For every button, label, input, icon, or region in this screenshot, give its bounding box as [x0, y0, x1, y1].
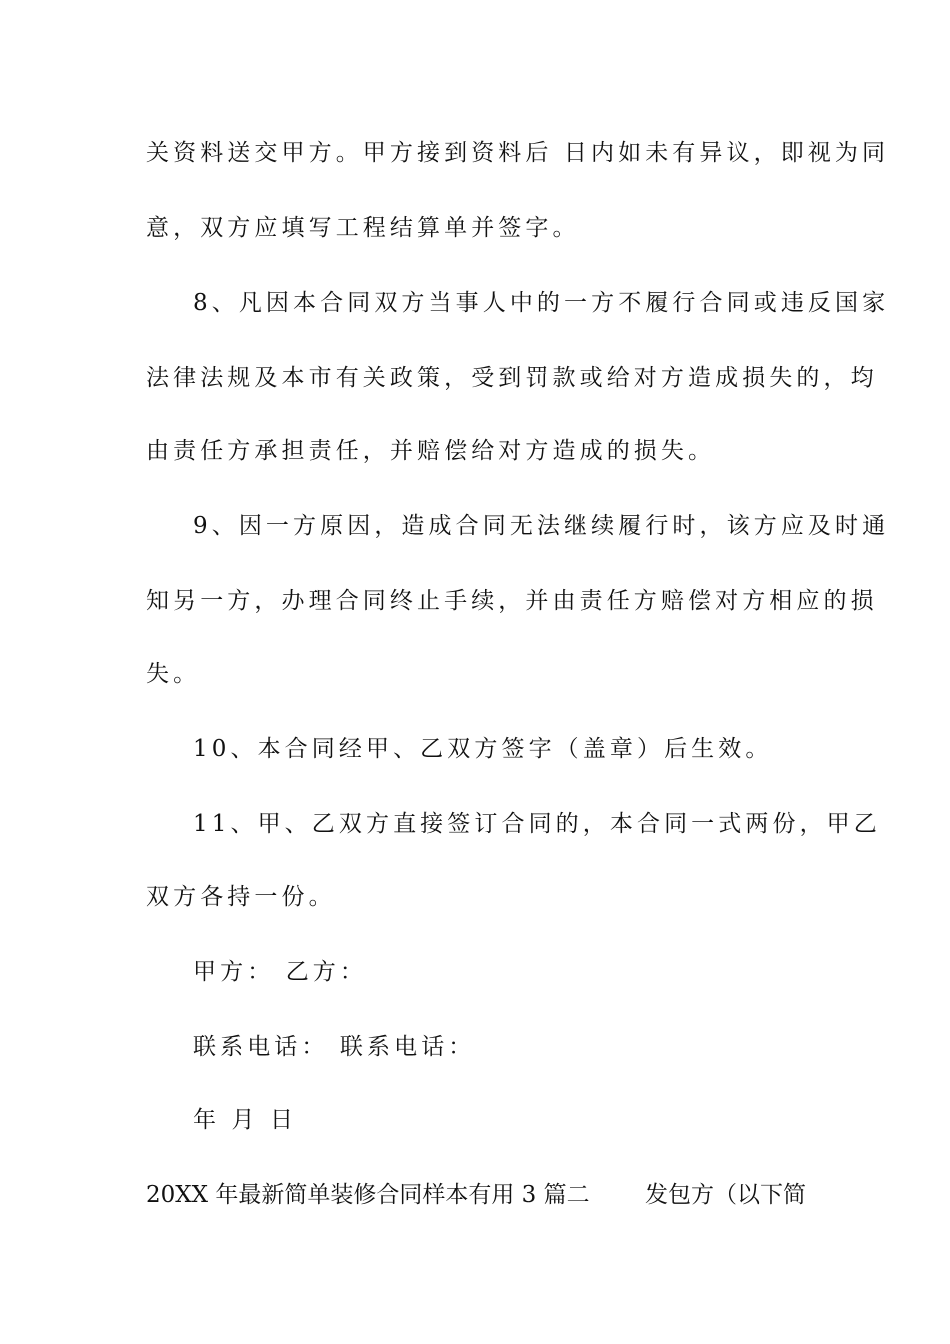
clause-9-line: 9、因一方原因，造成合同无法继续履行时，该方应及时通 — [193, 513, 890, 539]
clause-10-line: 10、本合同经甲、乙双方签字（盖章）后生效。 — [193, 736, 773, 762]
clause-11-line: 11、甲、乙双方直接签订合同的，本合同一式两份，甲乙 — [193, 811, 881, 837]
paragraph-line: 双方各持一份。 — [146, 884, 336, 910]
paragraph-line: 由责任方承担责任，并赔偿给对方造成的损失。 — [146, 438, 716, 464]
paragraph-line: 法律法规及本市有关政策，受到罚款或给对方造成损失的，均 — [146, 365, 878, 391]
paragraph-line: 知另一方，办理合同终止手续，并由责任方赔偿对方相应的损 — [146, 588, 878, 614]
next-contract-heading-line — [146, 1180, 806, 1210]
party-signature-line: 甲方： 乙方： — [193, 959, 368, 985]
clause-8-line: 8、凡因本合同双方当事人中的一方不履行合同或违反国家 — [193, 290, 890, 316]
next-contract-start: 发包方（以下简 — [645, 1182, 806, 1208]
paragraph-line: 意，双方应填写工程结算单并签字。 — [146, 215, 580, 241]
contact-phone-line: 联系电话： 联系电话： — [193, 1034, 476, 1060]
next-contract-title: 20XX 年最新简单装修合同样本有用 3 篇二 — [146, 1182, 590, 1208]
paragraph-line: 关资料送交甲方。甲方接到资料后 日内如未有异议，即视为同 — [146, 140, 890, 166]
date-line: 年 月 日 — [193, 1107, 298, 1133]
paragraph-line: 失。 — [146, 661, 201, 687]
